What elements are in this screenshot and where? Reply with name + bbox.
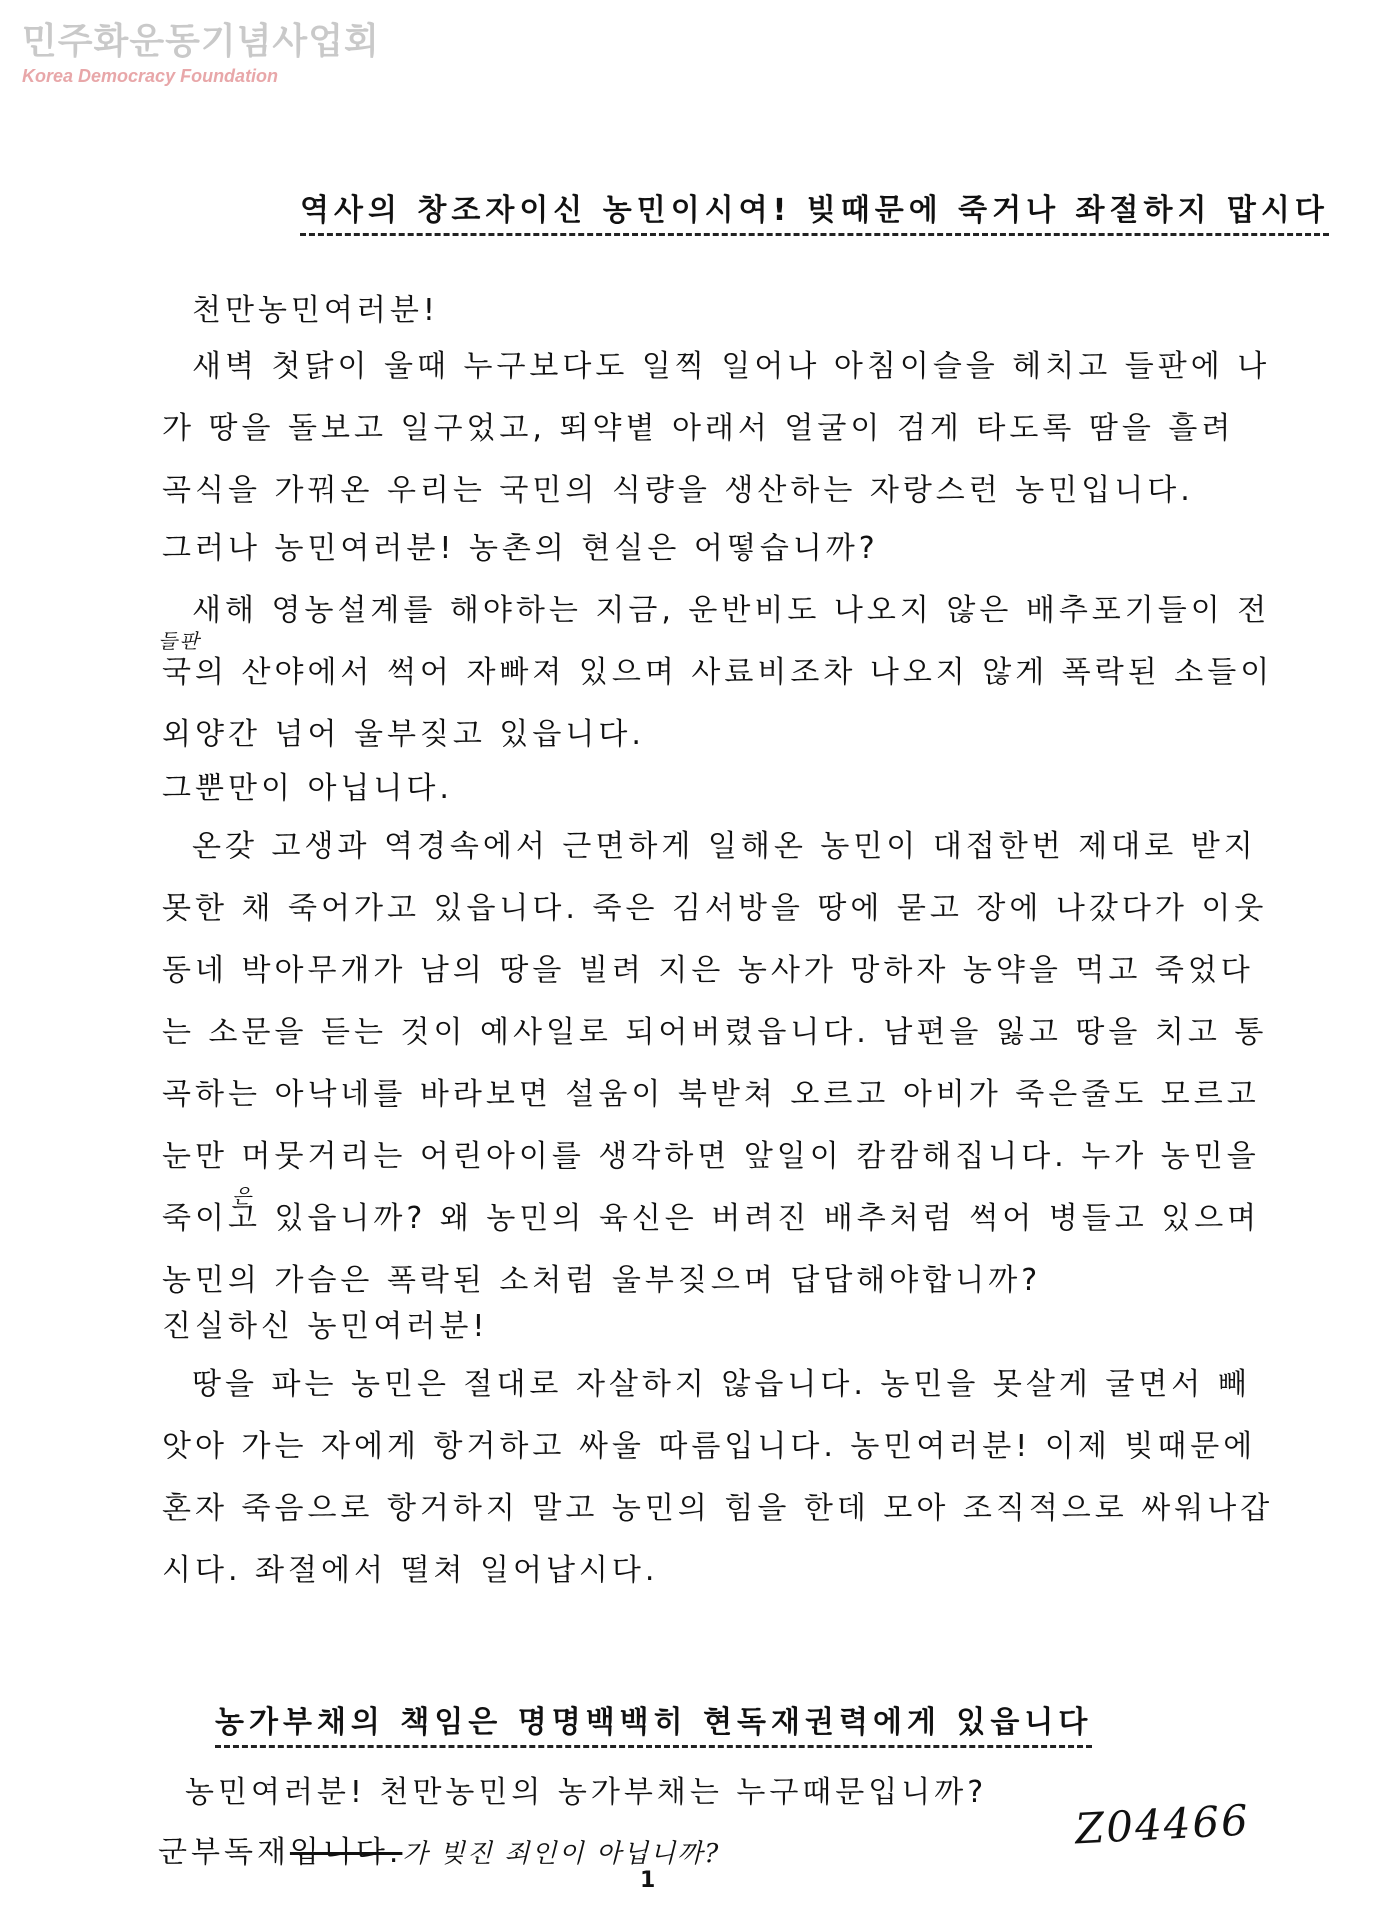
paragraph-greeting: 천만농민여러분! xyxy=(192,293,439,328)
paragraph-cabbage: 새해 영농설계를 해야하는 지금, 운반비도 나오지 않은 배추포기들이 전국의 산야에서 썩어 자빠져 있으며 사료비조차 나오지 않게 폭락된 소들이 외양간 넘어 울부짖고 있읍니다. xyxy=(162,593,1274,752)
page-number: 1 xyxy=(640,1868,656,1893)
paragraph-not-only: 그뿐만이 아닙니다. xyxy=(162,771,453,806)
watermark-english: Korea Democracy Foundation xyxy=(22,66,279,86)
last-line-handwritten: 가 빚진 죄인이 아닙니까? xyxy=(402,1839,721,1869)
archive-number: Z04466 xyxy=(1073,1795,1251,1854)
closing-last-line xyxy=(158,1822,1058,1885)
paragraph-intro: 새벽 첫닭이 울때 누구보다도 일찍 일어나 아침이슬을 헤치고 들판에 나가 땅을 돌보고 일구었고, 뙤약볕 아래서 얼굴이 검게 타도록 땀을 흘려 곡식을 가꿔온 우리는 국민의 식량을 생산하는 자랑스런 농민입니다. xyxy=(162,349,1271,508)
last-line-struck: 입니다. xyxy=(289,1835,403,1870)
paragraph-call-to-action: 땅을 파는 농민은 절대로 자살하지 않읍니다. 농민을 못살게 굴면서 빼앗아 가는 자에게 항거하고 싸울 따름입니다. 농민여러분! 이제 빚때문에 혼자 죽음으로 항거하지 말고 농민의 힘을 한데 모아 조직적으로 싸워나갑시다. 좌절에서 떨쳐 일어납시다. xyxy=(162,1367,1274,1588)
margin-note-yuksin: 은 xyxy=(232,1184,254,1208)
watermark-logo xyxy=(22,22,380,87)
paragraph-suffering: 온갖 고생과 역경속에서 근면하게 일해온 농민이 대접한번 제대로 받지 못한 채 죽어가고 있읍니다. 죽은 김서방을 땅에 묻고 장에 나갔다가 이웃동네 박아무개가 남의 땅을 빌려 지은 농사가 망하자 농약을 먹고 죽었다는 소문을 듣는 것이 예사일로 되어버렸읍니다. 남편을 잃고 땅을 치고 통곡하는 아낙네를 바라보면 설움이 북받쳐 오르고 아비가 죽은줄도 모르고 눈만 머뭇거리는 어린아이를 생각하면 앞일이 캄캄해집니다. 누가 농민을 죽이고 있읍니까? 왜 농민의 육신은 버려진 배추처럼 썩어 병들고 있으며 농민의 가슴은 폭락된 소처럼 울부짖으며 답답해야합니까? xyxy=(162,829,1268,1298)
paragraph-address: 진실하신 농민여러분! xyxy=(162,1309,489,1344)
closing-question: 농민여러분! 천만농민의 농가부채는 누구때문입니까? xyxy=(185,1775,988,1810)
margin-note-saneya: 들판 xyxy=(158,629,201,653)
watermark-korean: 민주화운동기념사업회 xyxy=(22,21,380,62)
last-line-typed: 군부독재 xyxy=(158,1835,290,1870)
document-heading-2: 농가부채의 책임은 명명백백히 현독재권력에게 있읍니다 xyxy=(215,1697,1092,1748)
document-heading-1: 역사의 창조자이신 농민이시여! 빚때문에 죽거나 좌절하지 맙시다 xyxy=(300,185,1329,236)
paragraph-question: 그러나 농민여러분! 농촌의 현실은 어떻습니까? xyxy=(162,531,879,566)
